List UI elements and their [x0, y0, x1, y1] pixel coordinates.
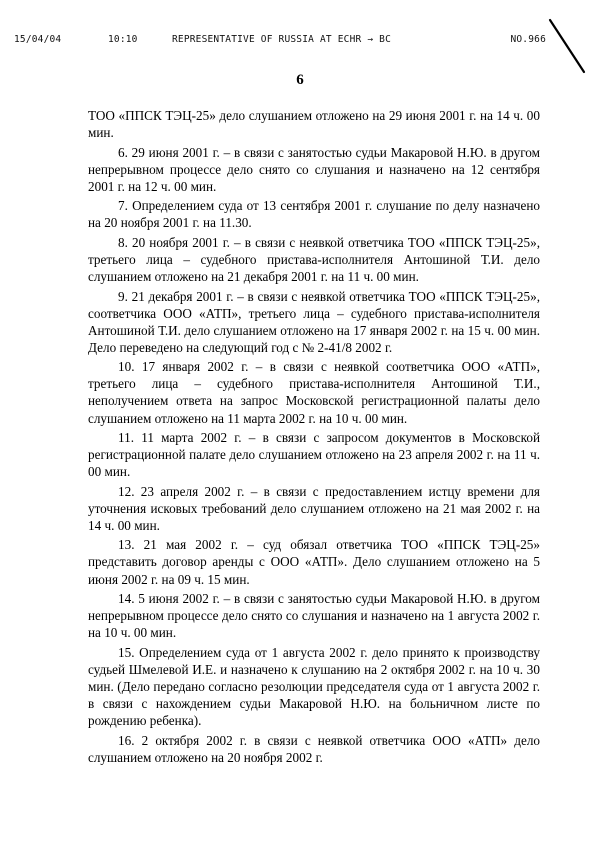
fax-date: 15/04/04 — [14, 34, 62, 45]
paragraph-item-8: 8. 20 ноября 2001 г. – в связи с неявкой ответчика ТОО «ППСК ТЭЦ-25», третьего лица – судебного пристава-исполнителя Антошиной Т.И. дело слушанием отложено на 21 декабря 2001 г. на 11 ч. 00 мин. — [88, 234, 540, 285]
paragraph-item-14: 14. 5 июня 2002 г. – в связи с занятостью судьи Макаровой Н.Ю. в другом непрерывном процессе дело снято со слушания и назначено на 1 августа 2002 г. на 10 ч. 00 мин. — [88, 591, 540, 641]
document-body — [88, 107, 540, 768]
paragraph-item-11: 11. 11 марта 2002 г. – в связи с запросом документов в Московской регистрационной палате дело слушанием отложено на 23 апреля 2002 г. на 11 ч. 00 мин. — [88, 430, 540, 480]
fax-time: 10:10 — [108, 34, 138, 45]
pen-stroke-mark — [548, 18, 588, 78]
paragraph-item-16: 16. 2 октября 2002 г. в связи с неявкой ответчика ООО «АТП» дело слушанием отложено на 20 ноября 2002 г. — [88, 732, 540, 765]
paragraph-item-10: 10. 17 января 2002 г. – в связи с неявкой соответчика ООО «АТП», третьего лица – судебного пристава-исполнителя Антошиной Т.И., неполучением ответа на запрос Московской регистрационной палаты дело слушанием отложено на 11 марта 2002 г. на 10 ч. 00 мин. — [88, 359, 540, 426]
fax-header — [14, 34, 574, 48]
paragraph-item-7: 7. Определением суда от 13 сентября 2001 г. слушание по делу назначено на 20 ноября 2001 г. на 11.30. — [88, 198, 540, 231]
paragraph-continuation: ТОО «ППСК ТЭЦ-25» дело слушанием отложено на 29 июня 2001 г. на 14 ч. 00 мин. — [88, 108, 540, 141]
fax-sender: REPRESENTATIVE OF RUSSIA AT ECHR → BC — [172, 34, 392, 45]
paragraph-item-12: 12. 23 апреля 2002 г. – в связи с предоставлением истцу времени для уточнения исковых требований дело слушанием отложено на 21 мая 2002 г. на 14 ч. 00 мин. — [88, 483, 540, 533]
fax-number: NO.966 — [510, 34, 546, 45]
paragraph-item-13: 13. 21 мая 2002 г. – суд обязал ответчика ТОО «ППСК ТЭЦ-25» представить договор аренды с ООО «АТП». Дело слушанием отложено на 5 июня 2002 г. на 09 ч. 15 мин. — [88, 537, 540, 587]
paragraph-item-15: 15. Определением суда от 1 августа 2002 г. дело принято к производству судьей Шмелевой И.Е. и назначено к слушанию на 2 октября 2002 г. на 10 ч. 30 мин. (Дело передано согласно резолюции председателя суда от 1 августа 2002 г. в связи с нахождением судьи Макаровой Н.Ю. на больничном листе по рождению ребенка). — [88, 644, 540, 729]
page-number: 6 — [296, 72, 304, 88]
paragraph-item-6: 6. 29 июня 2001 г. – в связи с занятостью судьи Макаровой Н.Ю. в другом непрерывном процессе дело снято со слушания и назначено на 12 сентября 2001 г. на 12 ч. 00 мин. — [88, 144, 540, 194]
paragraph-item-9: 9. 21 декабря 2001 г. – в связи с неявкой ответчика ТОО «ППСК ТЭЦ-25», соответчика ООО «АТП», третьего лица – судебного пристава-исполнителя Антошиной Т.И. дело слушанием отложено на 17 января 2002 г. на 15 ч. 00 мин. Дело переведено на следующий год с № 2-41/8 2002 г. — [88, 288, 540, 355]
